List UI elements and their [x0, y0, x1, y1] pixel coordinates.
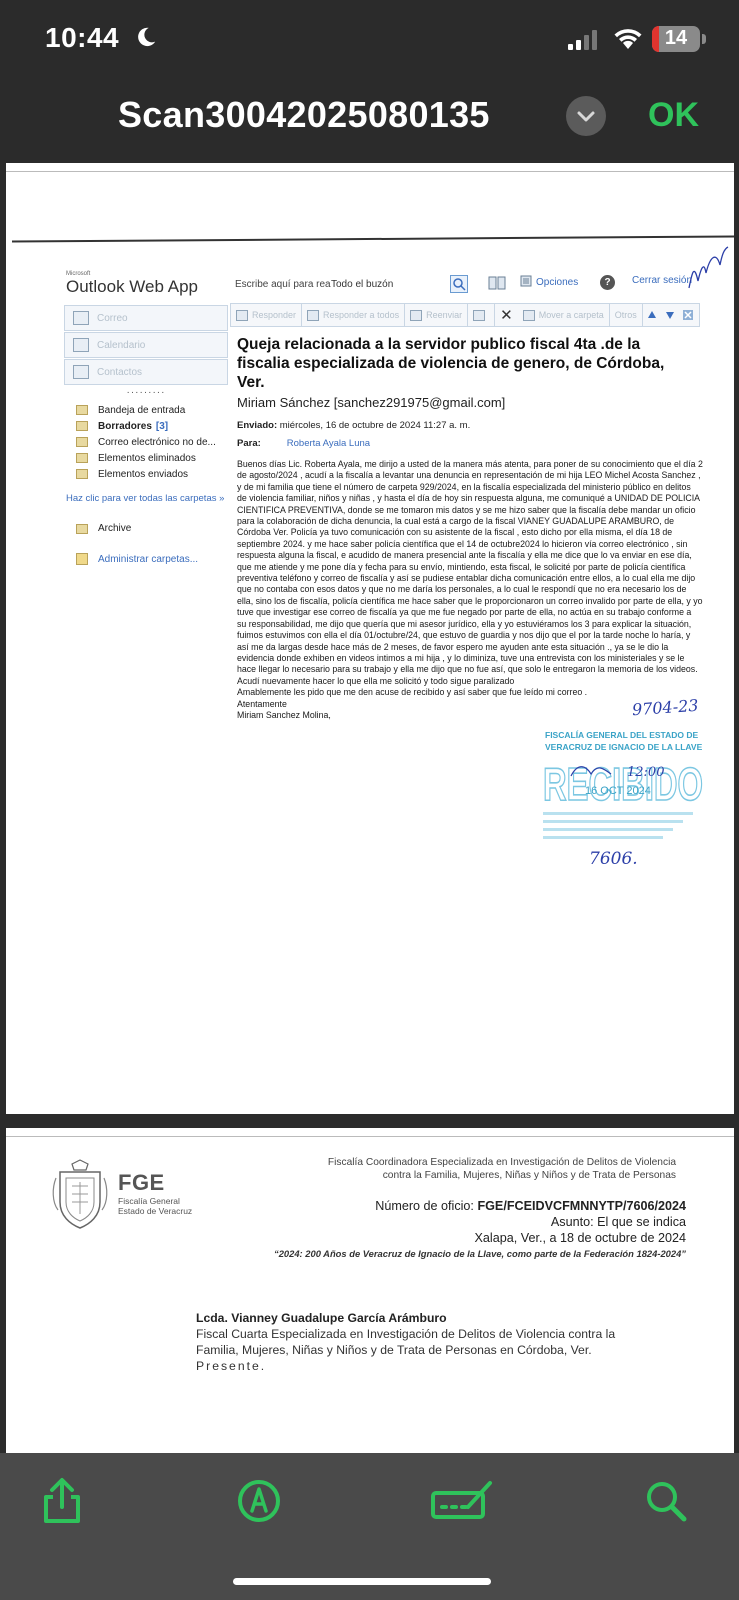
home-indicator[interactable] — [233, 1578, 491, 1585]
fge-logo — [118, 1170, 192, 1216]
fge-logo-short: FGE — [118, 1170, 165, 1195]
folder-drafts — [64, 418, 228, 434]
battery-cap — [702, 34, 706, 44]
reply-icon — [236, 310, 248, 321]
page-edge-line — [6, 1136, 734, 1137]
institution-header — [328, 1156, 676, 1182]
reply-all-icon — [307, 310, 319, 321]
email-signature: Miriam Sanchez Molina, — [237, 709, 331, 720]
reply-all-button — [302, 304, 405, 326]
oficio-number-line — [274, 1198, 686, 1214]
stamp-time: 12:00 — [627, 765, 665, 780]
title-bar — [0, 80, 739, 160]
ok-button[interactable]: OK — [648, 96, 699, 134]
owa-options-label: Opciones — [536, 277, 579, 288]
manage-folders — [76, 553, 198, 565]
move-icon — [523, 310, 535, 321]
owa-options — [520, 275, 578, 288]
folder-deleted — [64, 450, 228, 466]
owa-logo — [66, 271, 198, 297]
battery-level: 14 — [664, 27, 688, 49]
email-from: Miriam Sánchez [sanchez291975@gmail.com] — [237, 395, 506, 410]
status-time: 10:44 — [45, 22, 120, 53]
folder-sent — [64, 466, 228, 482]
email-body-text: Buenos días Lic. Roberta Ayala, me dirijo a usted de la manera más atenta, para poner de su conocimiento que el día 2 de agosto/2024 , acudí a la fiscalía a levantar una denuncia en representación de mi hija LEO Michel Acosta Sanchez , y de mi familia que tiene el número de carpeta 929/2024, en la fiscalía especializada del ministerio público en delitos de violencia familiar, niños y niñas , y hasta el día de hoy sin respuesta alguna, me comuniqué a UNIDAD DE POLICIA CIENTIFICA PREVENTIVA, donde se me tomaron mis datos y se me hizo saber que la fiscalía debe mandar un oficio para la colaboración de dicha denuncia, la cual está a cargo de la fiscal VIANEY GUADALUPE ARAMBURO, de Córdoba Ver. Policía ya tuvo comunicación con su asistente de la fiscal , esto dicho por ella misma, el día 18 de septiembre 2024. y me hace saber policía científica que el 14 de octubre2024 lo hicieron vía correo electrónico , sin respuesta alguna la fiscal, e acudido de manera presencial ante la fiscalía y ella me dice que lo va enviar en ese día, que me atiende y me pone día y fecha para su envío, mintiendo, esta fiscal, le solicité por parte de policía científica preventiva teléfono y correo de fiscalía y así se pudiese entablar dicha comunicación entre ellos, a lo cual ella me dijo que no contaba con esos datos y que no me daría los personales, a lo cual le respondí que no era necesario los de ella, sino los de fiscalía, policía científica me hace saber que le proporcionaron un correo invalido por parte de ella, y yo tuve que investigar ese correo de fiscalía ya que me fue negado por parte de ella, no actúa en su trabajo conforme a su responsabilidad, me dijo que quería que mi asesor jurídico, ella y yo estuviéramos los 3 para explicar la situación, fuimos estuvimos con ella el día 01/octubre/24, que estuvo de guardia y nos dijo que el por la tarde noche lo haría, y así me da largas desde hace más de 2 meses, de favor espero me ayuden ante esta situación ., ya se le dio la evidencia donde exhiben en videos intimos a mi hija , y lo diminiza, tuve una entrevista con los ministeriales y se le hace llegar lo necesario para su trabajo y ella me dijo que no fue así, que solo le entregaron la memoria de los videos. Acudí nuevamente hacer lo que ella me solicitó y todo sigue paralizado — [237, 459, 703, 686]
chevron-down-icon — [576, 109, 596, 123]
recipient-name: Lcda. Vianney Guadalupe García Arámburo — [196, 1311, 447, 1325]
recipient-presente: Presente. — [196, 1359, 267, 1373]
email-subject: Queja relacionada a la servidor publico fiscal 4ta .de la fiscalia especializada de violencia de genero, de Córdoba, Ver. — [237, 336, 665, 391]
oficio-number: FGE/FCEIDVCFMNNYTP/7606/2024 — [477, 1199, 686, 1213]
stamp-word: RECIBIDO — [543, 758, 703, 810]
close-pane-icon — [683, 310, 693, 320]
document-title[interactable]: Scan30042025080135 — [118, 94, 490, 135]
sent-label: Enviado: — [237, 420, 278, 431]
oficio-motto: “2024: 200 Años de Veracruz de Ignacio de la Llave, como parte de la Federación 1824-2024” — [274, 1248, 686, 1259]
battery-icon — [652, 26, 700, 52]
arrow-up-icon — [647, 310, 657, 320]
mail-icon — [73, 311, 89, 325]
see-all-folders — [66, 493, 224, 504]
help-icon: ? — [600, 275, 615, 290]
nav-contacts-label: Contactos — [97, 366, 143, 378]
owa-search-scope: Todo el buzón — [331, 279, 394, 290]
owa-toolbar — [230, 303, 700, 327]
see-all-label: Haz clic para ver todas las carpetas — [66, 493, 217, 504]
print-icon — [473, 310, 485, 321]
folder-label: Borradores — [98, 420, 152, 432]
divider-line — [12, 235, 734, 242]
email-sent — [237, 420, 470, 431]
folder-inbox — [64, 402, 228, 418]
markup-icon[interactable] — [235, 1477, 283, 1525]
oficio-asunto: Asunto: El que se indica — [550, 1215, 686, 1229]
sent-value: miércoles, 16 de octubre de 2024 11:27 a. m. — [279, 420, 471, 431]
address-book-icon — [488, 276, 506, 290]
other-label: Otros — [614, 310, 637, 320]
received-stamp — [541, 728, 706, 853]
forward-button — [405, 304, 468, 326]
nav-calendar-label: Calendario — [97, 339, 146, 351]
veracruz-seal-icon — [50, 1158, 110, 1230]
handwritten-scribble-icon — [686, 243, 731, 293]
oficio-block — [274, 1198, 686, 1262]
email-body — [237, 459, 703, 721]
moon-icon — [135, 26, 157, 48]
signal-icon — [568, 30, 598, 50]
wifi-icon — [613, 27, 643, 51]
print-button — [468, 304, 495, 326]
oficio-place-date: Xalapa, Ver., a 18 de octubre de 2024 — [474, 1231, 686, 1245]
arrow-down-icon — [665, 310, 675, 320]
email-regards: Atentamente — [237, 698, 287, 709]
search-icon — [450, 275, 468, 293]
reply-all-label: Responder a todos — [323, 310, 400, 320]
institution-line2: contra la Familia, Mujeres, Niñas y Niños y de Trata de Personas — [382, 1170, 676, 1181]
manage-folders-icon — [76, 553, 88, 565]
folder-icon — [76, 405, 88, 415]
stamp-line2: VERACRUZ DE IGNACIO DE LA LLAVE — [545, 742, 703, 752]
recipient-block — [196, 1310, 615, 1374]
status-bar — [0, 0, 739, 80]
move-button — [518, 304, 610, 326]
owa-brand-name: Outlook Web App — [66, 277, 198, 296]
signature-icon[interactable] — [430, 1477, 496, 1525]
forward-label: Reenviar — [426, 310, 463, 320]
close-icon: ✕ — [500, 307, 513, 324]
reply-label: Responder — [252, 310, 297, 320]
folder-icon — [76, 437, 88, 447]
scanned-page-2[interactable] — [6, 1128, 734, 1453]
folder-label: Elementos enviados — [98, 468, 189, 480]
folder-label: Bandeja de entrada — [98, 404, 186, 416]
page-edge-line — [6, 171, 734, 172]
trash-icon — [76, 453, 88, 463]
nav-mail — [64, 305, 228, 331]
folder-icon — [76, 421, 88, 431]
oficio-label: Número de oficio: — [375, 1199, 474, 1213]
to-label: Para: — [237, 438, 261, 449]
owa-logout: Cerrar sesión — [632, 275, 693, 286]
folder-label: Correo electrónico no de... — [98, 436, 216, 448]
search-icon[interactable] — [642, 1477, 690, 1525]
manage-folders-label: Administrar carpetas... — [98, 553, 199, 565]
folder-archive — [76, 523, 131, 534]
stamp-date: 16 OCT 2024 — [585, 785, 651, 797]
forward-icon — [410, 310, 422, 321]
owa-brand-small: Microsoft — [66, 271, 91, 277]
reply-button — [231, 304, 302, 326]
calendar-icon — [73, 338, 89, 352]
nav-contacts — [64, 359, 228, 385]
other-button — [610, 304, 643, 326]
contacts-icon — [73, 365, 89, 379]
move-label: Mover a carpeta — [538, 310, 604, 320]
folder-junk — [64, 434, 228, 450]
recipient-role-1: Fiscal Cuarta Especializada en Investigación de Delitos de Violencia contra la — [196, 1327, 616, 1341]
fge-logo-line1: Fiscalía General — [118, 1196, 180, 1206]
folder-count: [3] — [155, 420, 169, 432]
title-menu-button[interactable] — [566, 96, 606, 136]
institution-line1: Fiscalía Coordinadora Especializada en Investigación de Delitos de Violencia — [327, 1157, 676, 1168]
nav-dots: ········· — [126, 387, 166, 398]
handwritten-oficio-number: 7606. — [589, 849, 638, 869]
archive-label: Archive — [98, 523, 132, 534]
folder-icon — [76, 524, 88, 534]
handwritten-number: 9704-23 — [631, 695, 700, 720]
email-to — [237, 438, 370, 449]
fge-logo-line2: Estado de Veracruz — [118, 1206, 193, 1216]
options-icon — [520, 275, 532, 287]
scanned-page-1[interactable] — [6, 163, 734, 1114]
folder-label: Elementos eliminados — [98, 452, 196, 464]
folder-icon — [76, 469, 88, 479]
nav-calendar — [64, 332, 228, 358]
share-icon[interactable] — [38, 1477, 86, 1525]
owa-left-nav — [64, 305, 228, 482]
double-chevron-down-icon: » — [219, 493, 225, 504]
nav-mail-label: Correo — [97, 312, 128, 324]
owa-search-text: Escribe aquí para rea — [235, 279, 331, 290]
to-value: Roberta Ayala Luna — [286, 438, 371, 449]
recipient-role-2: Familia, Mujeres, Niñas y Niños y de Trata de Personas en Córdoba, Ver. — [196, 1343, 592, 1357]
email-closing: Amablemente les pido que me den acuse de recibido y así saber que fue leído mi correo . — [237, 687, 588, 698]
stamp-line1: FISCALÍA GENERAL DEL ESTADO DE — [545, 730, 699, 740]
